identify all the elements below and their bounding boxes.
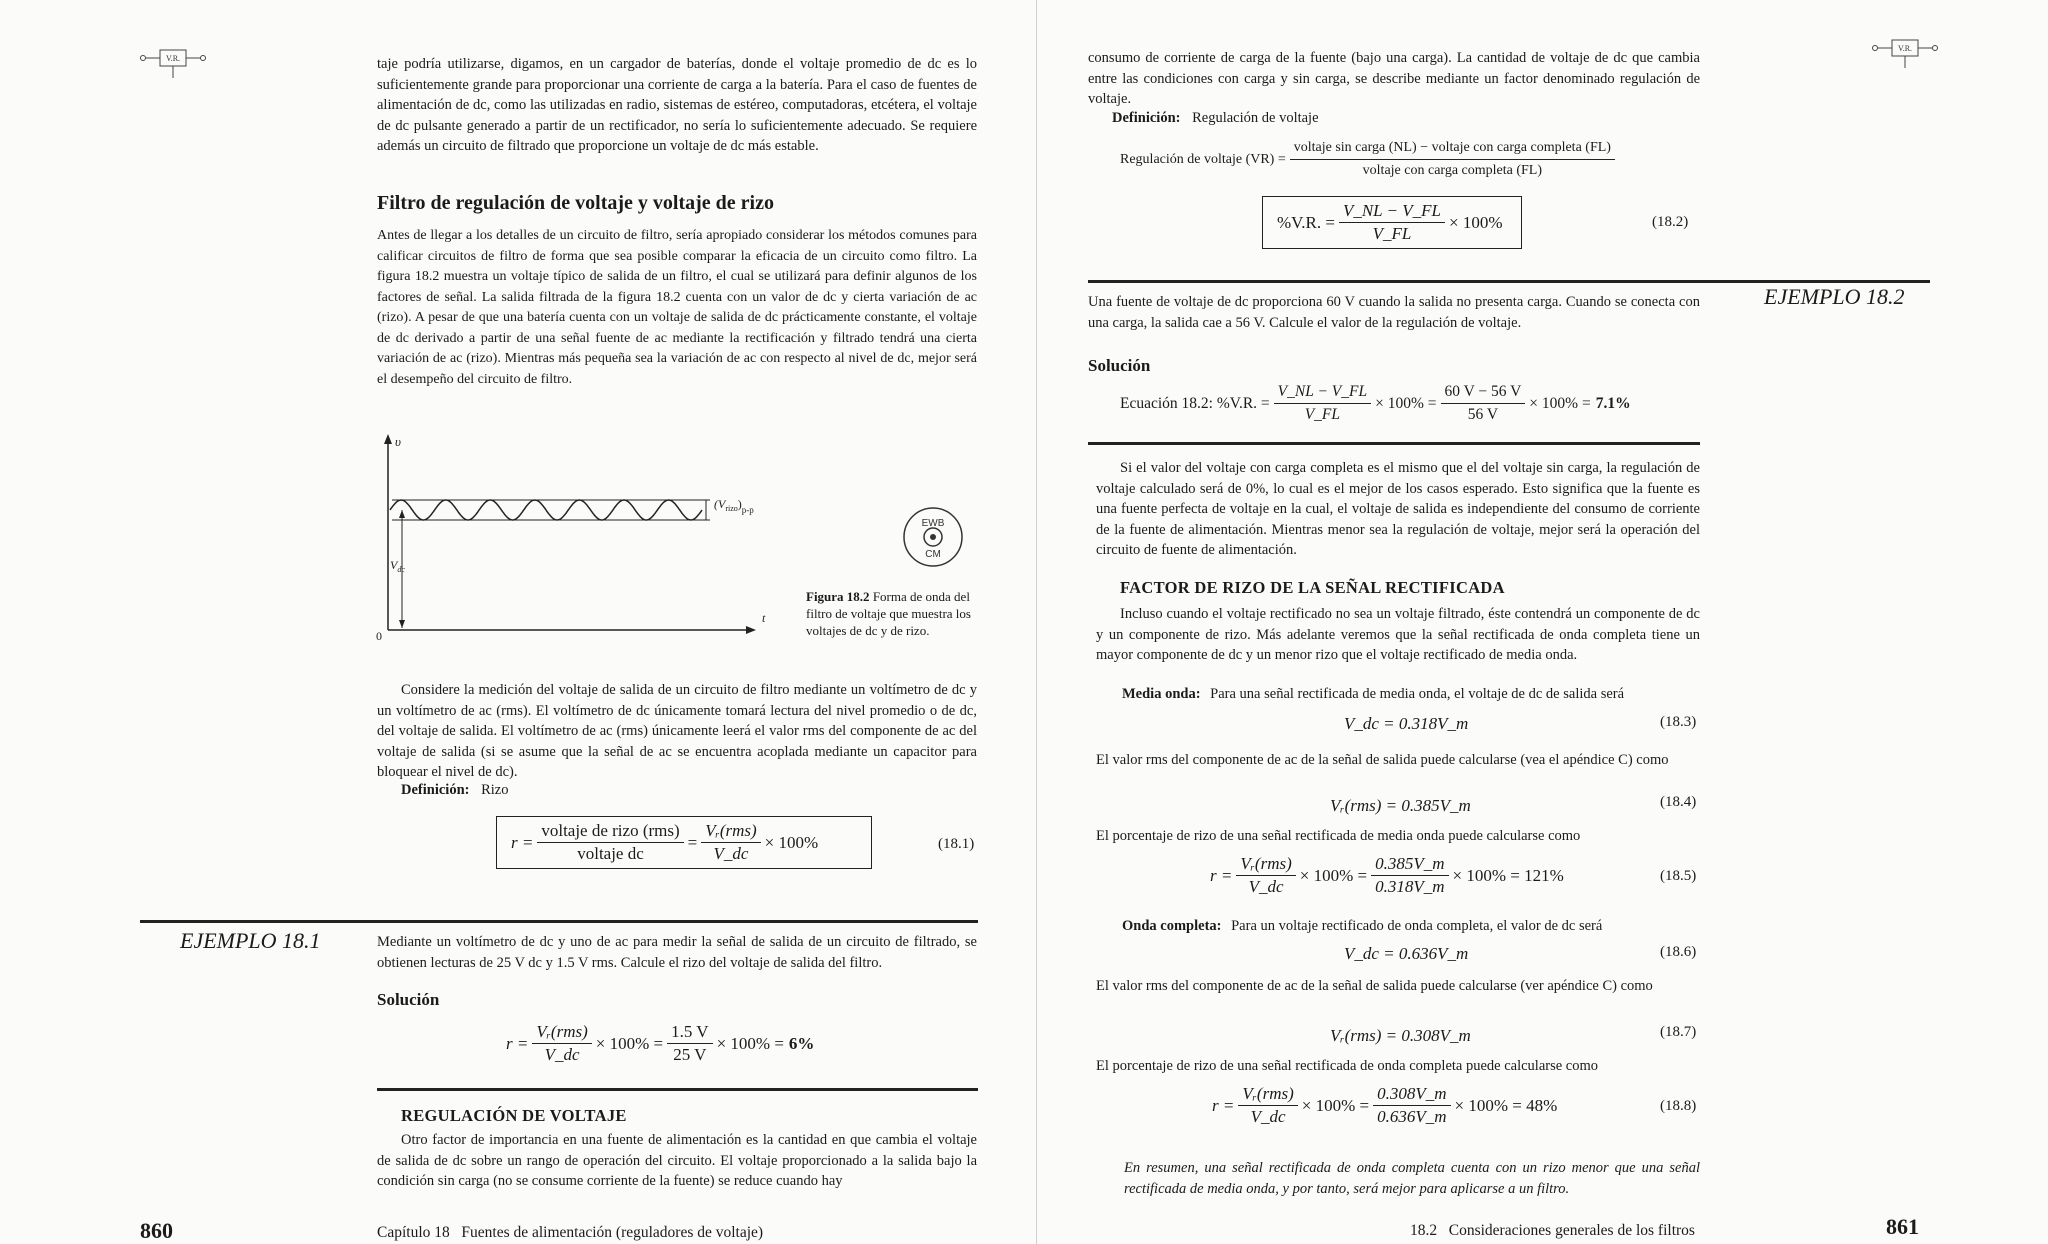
figure-caption (806, 588, 978, 639)
right-paragraph-4: El valor rms del componente de ac de la señal de salida puede calcularse (vea el apéndice C) como (1096, 752, 1669, 768)
origin-label: 0 (376, 629, 382, 642)
right-paragraph-6: El valor rms del componente de ac de la señal de salida puede calcularse (ver apéndice C) como (1096, 978, 1653, 994)
right-paragraph-2: Si el valor del voltaje con carga completa es el mismo que el del voltaje sin carga, la regulación de voltaje calculado será de 0%, lo cual es el mejor de los casos esperado. Esto significa que la fuente es una fuente perfecta de voltaje en la cual, el voltaje de salida es independiente del consumo de corriente de la fuente de alimentación. Mientras menor sea la regulación de voltaje, mejor será la operación del circuito de fuente de alimentación. (1096, 460, 1700, 558)
vr-icon-label: V.R. (165, 54, 181, 63)
definition-regulation (1112, 110, 1319, 127)
left-page-number: 860 (140, 1218, 173, 1243)
definition-term: Rizo (481, 782, 509, 798)
example-18-2-label: EJEMPLO 18.2 (1764, 284, 1905, 309)
right-section-heading-ripple-factor: FACTOR DE RIZO DE LA SEÑAL RECTIFICADA (1120, 578, 1505, 597)
right-paragraph-5: El porcentaje de rizo de una señal rectificada de media onda puede calcularse como (1096, 828, 1581, 844)
logo-text-bottom: CM (925, 549, 941, 560)
example-18-2-result: 7.1% (1595, 394, 1631, 412)
figure-caption-label: Figura 18.2 (806, 589, 870, 604)
vr-margin-icon-right (1870, 36, 1940, 76)
figure-caption-text: Forma de onda del filtro de voltaje que muestra los voltajes de dc y de rizo. (806, 589, 971, 638)
equation-18-7: Vᵣ(rms) = 0.308V_m (1330, 1026, 1471, 1045)
definition-ripple (401, 782, 508, 799)
right-paragraph-3: Incluso cuando el voltaje rectificado no sea un voltaje filtrado, éste contendrá un componente de dc y un componente de rizo. Más adelante veremos que la señal rectificada de onda completa tiene un mayor componente de dc y un menor rizo que el voltaje rectificado de media onda. (1096, 606, 1700, 663)
vr-word-equation: Regulación de voltaje (VR) = $\frac{\text{voltaje sin carga (NL) − voltaje con carga completa (FL)}}{\text{voltaje con carga completa (FL)}}$ (1120, 138, 1619, 181)
vdc-label: $V_{dc}$ (390, 558, 405, 574)
left-section-heading-ripple: Filtro de regulación de voltaje y voltaje de rizo (377, 192, 774, 214)
eq181-lhs: r = (511, 832, 534, 852)
equation-18-5: r = $\frac{\text{Vᵣ(rms)}}{V\_dc}$ × 100% = $\frac{0.385V\_m}{0.318V\_m}$ × 100% = 121% (1210, 854, 1564, 896)
half-wave-intro: Media onda: Para una señal rectificada de media onda, el voltaje de dc de salida será (1122, 686, 1625, 702)
equation-18-3: V_dc = 0.318V_m (1344, 714, 1469, 733)
right-paragraph-7: El porcentaje de rizo de una señal rectificada de onda completa puede calcularse como (1096, 1058, 1599, 1074)
x-axis-arrow (746, 626, 756, 634)
example-18-1-result: 6% (788, 1033, 815, 1053)
example-18-2-top-rule (1088, 280, 1930, 283)
left-paragraph-1: taje podría utilizarse, digamos, en un cargador de baterías, donde el voltaje promedio de dc es lo suficientemente grande para proporcionar una corriente de carga a la batería. Para el caso de fuentes de alimentación de dc, como las utilizadas en radio, sistemas de estéreo, computadoras, etcétera, el voltaje de dc pulsante generado a partir de un rectificador, no sería lo suficientemente adecuado. Se requiere además un circuito de filtrado que proporcione un voltaje de dc más estable. (377, 56, 977, 154)
equation-18-6: V_dc = 0.636V_m (1344, 944, 1469, 963)
example-18-2-equation: Ecuación 18.2: %V.R. = $\frac{V\_NL - V\_FL}{V\_FL}$ × 100% = $\frac{60 V - 56 V}{56 V}$ × 100% = 7.1% (1120, 383, 1631, 423)
example-18-1-label: EJEMPLO 18.1 (180, 928, 321, 953)
definition-label: Definición: (1112, 110, 1181, 126)
equation-18-4: Vᵣ(rms) = 0.385V_m (1330, 796, 1471, 815)
equation-18-2-number: (18.2) (1652, 214, 1689, 230)
example-18-1-bottom-rule (377, 1088, 978, 1091)
left-paragraph-3: Considere la medición del voltaje de salida de un circuito de filtro mediante un voltímetro de dc y un voltímetro de ac (rms). El voltímetro de dc únicamente tomará lectura del nivel promedio o de dc, del voltaje de salida. El voltímetro de ac (rms) únicamente leerá el valor rms del componente de ac del voltaje de salida (si se asume que la señal de ac se encuentra acoplada mediante un capacitor para bloquear el nivel de dc). (377, 682, 977, 780)
eq181-fraction-symbols: $\frac{\text{Vᵣ(rms)}}{V\_dc}$ (701, 821, 760, 864)
example-18-1-top-rule (140, 920, 978, 923)
example-18-1-text: Mediante un voltímetro de dc y uno de ac para medir la señal de salida de un circuito de filtrado, se obtienen lecturas de 25 V dc y 1.5 V rms. Calcule el rizo del voltaje de salida del filtro. (377, 934, 977, 971)
figure-18-2 (370, 432, 770, 642)
logo-text-top: EWB (921, 518, 945, 529)
equation-18-7-number: (18.7) (1660, 1024, 1697, 1040)
equation-18-5-number: (18.5) (1660, 868, 1697, 884)
regulator-icon (1870, 36, 1940, 76)
left-section-heading-regulation: REGULACIÓN DE VOLTAJE (401, 1106, 627, 1125)
left-running-footer: Capítulo 18 Fuentes de alimentación (reguladores de voltaje) (377, 1224, 764, 1241)
equation-18-4-number: (18.4) (1660, 794, 1697, 810)
equation-18-1-number: (18.1) (938, 836, 975, 852)
ewb-cm-badge-icon (902, 506, 964, 568)
example-18-2-solution-heading: Solución (1088, 356, 1151, 375)
ripple-pp-label: $(V_{rizo})_{p-p}$ (714, 497, 754, 515)
page-gutter (1036, 0, 1037, 1244)
example-18-2-text: Una fuente de voltaje de dc proporciona 60 V cuando la salida no presenta carga. Cuando se conecta con una carga, la salida cae a 56 V. Calcule el valor de la regulación de voltaje. (1088, 294, 1700, 331)
equation-18-3-number: (18.3) (1660, 714, 1697, 730)
example-18-1-equation: r = $\frac{\text{Vᵣ(rms)}}{V\_dc}$ × 100% = $\frac{1.5 V}{25 V}$ × 100% = 6% (506, 1022, 815, 1064)
vr-icon-label: V.R. (1897, 44, 1913, 53)
left-paragraph-2: Antes de llegar a los detalles de un circuito de filtro, sería apropiado considerar los métodos comunes para calificar circuitos de filtro de forma que sea posible comparar la eficacia de un circuito como filtro. La figura 18.2 muestra un voltaje típico de salida de un filtro, el cual se utilizará para definir algunos de los factores de señal. La salida filtrada de la figura 18.2 cuenta con un valor de dc y cierta variación de ac (rizo). A pesar de que una batería cuenta con un voltaje de salida de dc prácticamente constante, el voltaje de dc derivado a partir de una señal fuente de ac mediante la rectificación y filtrado tendrá una cierta variación de ac (rizo). Mientras más pequeña sea la variación de ac con respecto al nivel de dc, mejor será el desempeño del circuito de filtro. (377, 228, 977, 387)
equation-18-1-box: r = $\frac{\text{voltaje de rizo (rms)}}{\text{voltaje dc}}$ = $\frac{\text{Vᵣ(rms)}}{V\_dc}$ × 100% (496, 816, 872, 869)
eq181-fraction-words: $\frac{\text{voltaje de rizo (rms)}}{\text{voltaje dc}}$ (537, 821, 683, 864)
y-axis-label: υ (395, 434, 401, 449)
y-axis-arrow (384, 434, 392, 444)
right-running-footer: 18.2 Consideraciones generales de los filtros (1410, 1222, 1695, 1239)
definition-term: Regulación de voltaje (1192, 110, 1319, 126)
equation-18-8: r = $\frac{\text{Vᵣ(rms)}}{V\_dc}$ × 100% = $\frac{0.308V\_m}{0.636V\_m}$ × 100% = 48% (1212, 1084, 1558, 1126)
equation-18-8-number: (18.8) (1660, 1098, 1697, 1114)
equation-18-2-box: %V.R. = $\frac{V\_NL - V\_FL}{V\_FL}$ × 100% (1262, 196, 1522, 249)
vr-margin-icon-left (138, 46, 208, 86)
regulator-icon (138, 46, 208, 86)
x-axis-label: t (762, 611, 766, 625)
right-paragraph-1: consumo de corriente de carga de la fuente (bajo una carga). La cantidad de voltaje de dc que cambia entre las condiciones con carga y sin carga, se describe mediante un factor denominado regulación de voltaje. (1088, 50, 1700, 107)
filter-waveform-graph (370, 432, 770, 642)
full-wave-intro: Onda completa: Para un voltaje rectificado de onda completa, el valor de dc será (1122, 918, 1603, 934)
example-18-1-solution-heading: Solución (377, 990, 440, 1009)
ripple-waveform (390, 500, 702, 520)
left-paragraph-4: Otro factor de importancia en una fuente de alimentación es la cantidad en que cambia el voltaje de salida de dc sobre un rango de operación del circuito. El voltaje proporcionado a la salida bajo la condición sin carga (no se consume corriente de la fuente) se reduce cuando hay (377, 1132, 977, 1189)
right-page-number: 861 (1886, 1214, 1919, 1239)
ewb-logo (902, 506, 964, 568)
definition-label: Definición: (401, 782, 470, 798)
example-18-2-bottom-rule (1088, 442, 1700, 445)
equation-18-6-number: (18.6) (1660, 944, 1697, 960)
right-summary-paragraph: En resumen, una señal rectificada de onda completa cuenta con un rizo menor que una señal rectificada de media onda, y por tanto, será mejor para aplicarse a un filtro. (1124, 1160, 1700, 1197)
